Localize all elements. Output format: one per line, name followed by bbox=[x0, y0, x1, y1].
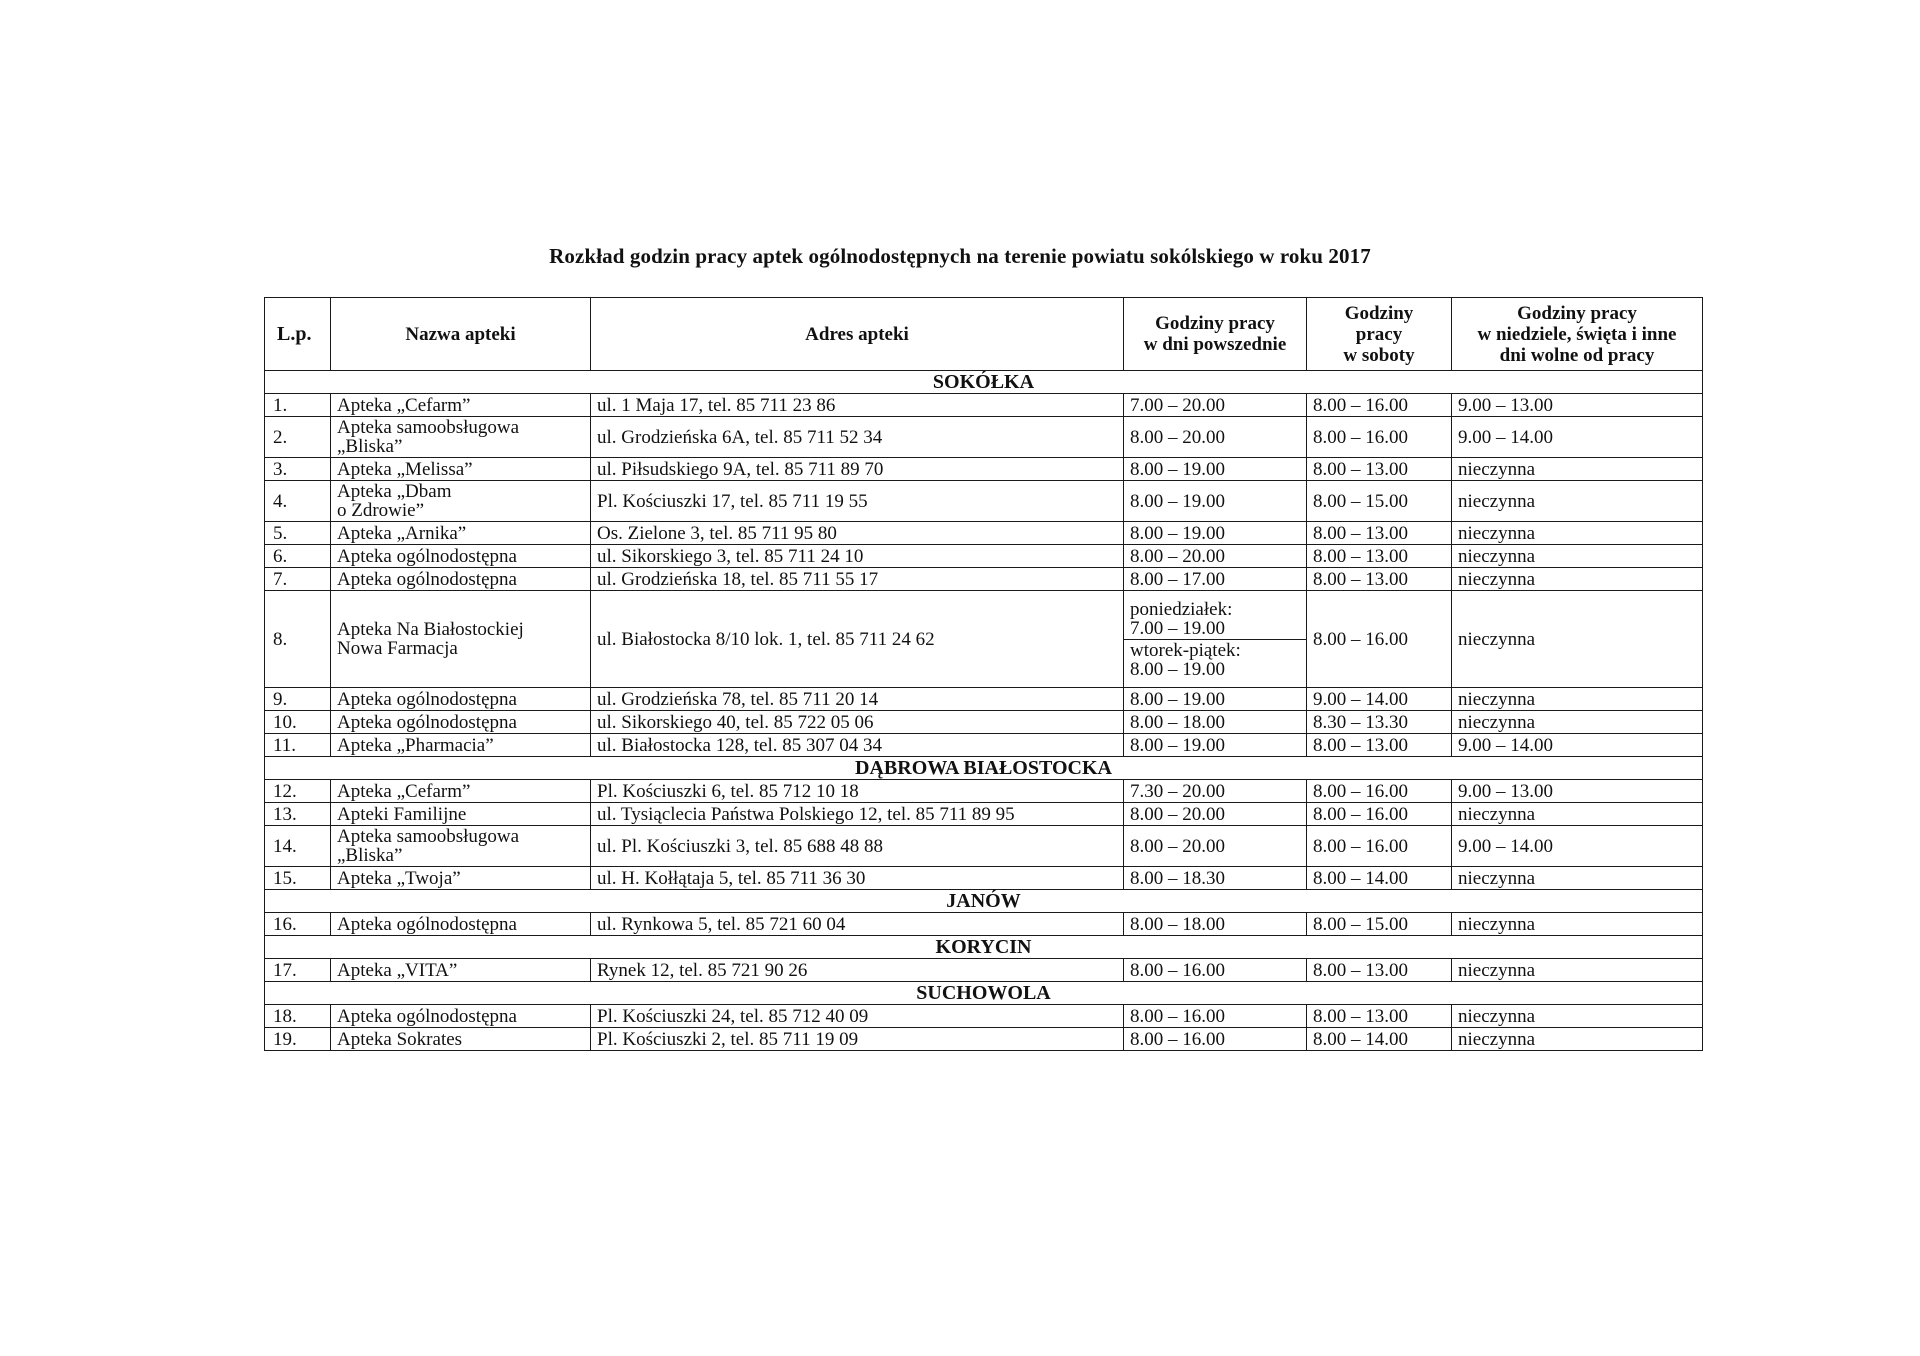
table-row bbox=[265, 803, 1703, 826]
table-row bbox=[265, 780, 1703, 803]
group-row bbox=[265, 757, 1703, 780]
table-row bbox=[265, 458, 1703, 481]
cell-saturday-hours: 8.00 – 14.00 bbox=[1307, 1028, 1452, 1051]
pharmacy-name-line2: Nowa Farmacja bbox=[337, 638, 458, 659]
table-row bbox=[265, 688, 1703, 711]
cell-address: ul. Piłsudskiego 9A, tel. 85 711 89 70 bbox=[591, 458, 1124, 481]
cell-pharmacy-name bbox=[331, 959, 591, 982]
cell-pharmacy-name bbox=[331, 1028, 591, 1051]
cell-sunday-hours: nieczynna bbox=[1452, 481, 1703, 522]
column-header-saturday bbox=[1307, 298, 1452, 371]
cell-pharmacy-name bbox=[331, 568, 591, 591]
table-row bbox=[265, 711, 1703, 734]
column-header-weekday-line2: w dni powszednie bbox=[1143, 334, 1287, 355]
cell-weekday-hours: 8.00 – 19.00 bbox=[1124, 688, 1307, 711]
cell-saturday-hours: 9.00 – 14.00 bbox=[1307, 688, 1452, 711]
cell-saturday-hours: 8.00 – 13.00 bbox=[1307, 568, 1452, 591]
page-title: Rozkład godzin pracy aptek ogólnodostępnych na terenie powiatu sokólskiego w roku 2017 bbox=[549, 244, 1371, 268]
pharmacy-name-line2: o Zdrowie” bbox=[337, 500, 425, 521]
cell-sunday-hours: 9.00 – 13.00 bbox=[1452, 394, 1703, 417]
cell-weekday-hours: 8.00 – 20.00 bbox=[1124, 545, 1307, 568]
column-header-weekday bbox=[1124, 298, 1307, 371]
cell-address: ul. Sikorskiego 40, tel. 85 722 05 06 bbox=[591, 711, 1124, 734]
cell-weekday-hours: 8.00 – 18.00 bbox=[1124, 711, 1307, 734]
cell-address: ul. Grodzieńska 78, tel. 85 711 20 14 bbox=[591, 688, 1124, 711]
pharmacy-name-line2: „Bliska” bbox=[337, 845, 403, 866]
pharmacy-name-line1: Apteka samoobsługowa bbox=[337, 417, 520, 438]
table-row bbox=[265, 734, 1703, 757]
table-row bbox=[265, 959, 1703, 982]
pharmacy-name-line1: Apteka ogólnodostępna bbox=[337, 711, 517, 733]
cell-pharmacy-name bbox=[331, 780, 591, 803]
table-row bbox=[265, 591, 1703, 688]
column-header-sunday-line1: Godziny pracy bbox=[1517, 302, 1637, 324]
group-heading: SUCHOWOLA bbox=[265, 982, 1703, 1005]
cell-lp: 15. bbox=[265, 867, 331, 890]
cell-weekday-hours: 8.00 – 16.00 bbox=[1124, 1028, 1307, 1051]
cell-weekday-hours: 8.00 – 16.00 bbox=[1124, 1005, 1307, 1028]
cell-saturday-hours: 8.00 – 16.00 bbox=[1307, 591, 1452, 688]
column-header-saturday-line2: pracy bbox=[1355, 323, 1403, 345]
group-row bbox=[265, 371, 1703, 394]
table-row bbox=[265, 826, 1703, 867]
cell-address: ul. 1 Maja 17, tel. 85 711 23 86 bbox=[591, 394, 1124, 417]
cell-saturday-hours: 8.00 – 13.00 bbox=[1307, 734, 1452, 757]
pharmacy-name-line1: Apteka „Arnika” bbox=[337, 522, 467, 544]
cell-pharmacy-name bbox=[331, 734, 591, 757]
table-row bbox=[265, 1028, 1703, 1051]
cell-lp: 14. bbox=[265, 826, 331, 867]
cell-pharmacy-name bbox=[331, 711, 591, 734]
cell-saturday-hours: 8.00 – 14.00 bbox=[1307, 867, 1452, 890]
pharmacy-schedule-table bbox=[264, 297, 1703, 1051]
cell-lp: 9. bbox=[265, 688, 331, 711]
cell-pharmacy-name bbox=[331, 394, 591, 417]
group-heading: JANÓW bbox=[265, 890, 1703, 913]
cell-saturday-hours: 8.00 – 13.00 bbox=[1307, 458, 1452, 481]
weekday-split-monday bbox=[1130, 599, 1300, 639]
cell-address: ul. Białostocka 8/10 lok. 1, tel. 85 711 24 62 bbox=[591, 591, 1124, 688]
weekday-split-tue-fri bbox=[1124, 639, 1306, 680]
cell-lp: 19. bbox=[265, 1028, 331, 1051]
column-header-saturday-line1: Godziny bbox=[1344, 302, 1414, 324]
group-heading: KORYCIN bbox=[265, 936, 1703, 959]
cell-sunday-hours: nieczynna bbox=[1452, 688, 1703, 711]
column-header-lp: L.p. bbox=[265, 298, 331, 371]
group-row bbox=[265, 890, 1703, 913]
pharmacy-name-line1: Apteka „Twoja” bbox=[337, 867, 461, 889]
cell-saturday-hours: 8.00 – 16.00 bbox=[1307, 394, 1452, 417]
cell-saturday-hours: 8.00 – 13.00 bbox=[1307, 959, 1452, 982]
weekday-split-tue-fri-hours: 8.00 – 19.00 bbox=[1130, 658, 1225, 680]
cell-sunday-hours: 9.00 – 13.00 bbox=[1452, 780, 1703, 803]
table-body bbox=[265, 371, 1703, 1051]
cell-address: ul. Tysiąclecia Państwa Polskiego 12, tel. 85 711 89 95 bbox=[591, 803, 1124, 826]
cell-lp: 10. bbox=[265, 711, 331, 734]
cell-address: ul. Pl. Kościuszki 3, tel. 85 688 48 88 bbox=[591, 826, 1124, 867]
group-row bbox=[265, 936, 1703, 959]
cell-weekday-hours: 8.00 – 18.00 bbox=[1124, 913, 1307, 936]
cell-lp: 8. bbox=[265, 591, 331, 688]
cell-lp: 12. bbox=[265, 780, 331, 803]
table-row bbox=[265, 1005, 1703, 1028]
cell-weekday-hours: 8.00 – 19.00 bbox=[1124, 734, 1307, 757]
cell-sunday-hours: nieczynna bbox=[1452, 803, 1703, 826]
pharmacy-name-line1: Apteka „Pharmacia” bbox=[337, 734, 494, 756]
cell-weekday-hours: 8.00 – 20.00 bbox=[1124, 417, 1307, 458]
column-header-sunday-line3: dni wolne od pracy bbox=[1499, 344, 1655, 366]
cell-lp: 1. bbox=[265, 394, 331, 417]
cell-weekday-hours: 8.00 – 19.00 bbox=[1124, 481, 1307, 522]
pharmacy-name-line1: Apteka ogólnodostępna bbox=[337, 545, 517, 567]
pharmacy-name-line1: Apteka Na Białostockiej bbox=[337, 619, 524, 640]
cell-lp: 6. bbox=[265, 545, 331, 568]
pharmacy-name-line2: „Bliska” bbox=[337, 436, 403, 457]
cell-sunday-hours: nieczynna bbox=[1452, 568, 1703, 591]
cell-sunday-hours: nieczynna bbox=[1452, 458, 1703, 481]
cell-saturday-hours: 8.00 – 13.00 bbox=[1307, 522, 1452, 545]
cell-sunday-hours: nieczynna bbox=[1452, 959, 1703, 982]
group-heading: DĄBROWA BIAŁOSTOCKA bbox=[265, 757, 1703, 780]
cell-weekday-hours: 8.00 – 18.30 bbox=[1124, 867, 1307, 890]
pharmacy-name-line1: Apteka samoobsługowa bbox=[337, 826, 520, 847]
cell-pharmacy-name bbox=[331, 826, 591, 867]
cell-address: ul. Grodzieńska 6A, tel. 85 711 52 34 bbox=[591, 417, 1124, 458]
pharmacy-name-line1: Apteka „Melissa” bbox=[337, 458, 473, 480]
cell-lp: 16. bbox=[265, 913, 331, 936]
cell-weekday-hours: 8.00 – 19.00 bbox=[1124, 522, 1307, 545]
pharmacy-name-line1: Apteki Familijne bbox=[337, 803, 467, 825]
table-row bbox=[265, 481, 1703, 522]
table-row bbox=[265, 545, 1703, 568]
cell-sunday-hours: nieczynna bbox=[1452, 545, 1703, 568]
cell-address: Pl. Kościuszki 24, tel. 85 712 40 09 bbox=[591, 1005, 1124, 1028]
cell-address: Pl. Kościuszki 6, tel. 85 712 10 18 bbox=[591, 780, 1124, 803]
cell-saturday-hours: 8.00 – 16.00 bbox=[1307, 803, 1452, 826]
cell-saturday-hours: 8.00 – 16.00 bbox=[1307, 826, 1452, 867]
cell-pharmacy-name bbox=[331, 803, 591, 826]
column-header-address: Adres apteki bbox=[591, 298, 1124, 371]
column-header-sunday-line2: w niedziele, święta i inne bbox=[1477, 323, 1677, 345]
cell-sunday-hours: nieczynna bbox=[1452, 913, 1703, 936]
cell-lp: 2. bbox=[265, 417, 331, 458]
cell-pharmacy-name bbox=[331, 913, 591, 936]
cell-weekday-hours: 7.00 – 20.00 bbox=[1124, 394, 1307, 417]
cell-weekday-hours bbox=[1124, 591, 1307, 688]
cell-sunday-hours: 9.00 – 14.00 bbox=[1452, 734, 1703, 757]
cell-saturday-hours: 8.00 – 13.00 bbox=[1307, 1005, 1452, 1028]
cell-saturday-hours: 8.00 – 16.00 bbox=[1307, 780, 1452, 803]
table-row bbox=[265, 568, 1703, 591]
cell-sunday-hours: nieczynna bbox=[1452, 1028, 1703, 1051]
pharmacy-name-line1: Apteka ogólnodostępna bbox=[337, 913, 517, 935]
cell-weekday-hours: 8.00 – 19.00 bbox=[1124, 458, 1307, 481]
cell-saturday-hours: 8.00 – 16.00 bbox=[1307, 417, 1452, 458]
cell-saturday-hours: 8.00 – 13.00 bbox=[1307, 545, 1452, 568]
cell-pharmacy-name bbox=[331, 1005, 591, 1028]
cell-sunday-hours: nieczynna bbox=[1452, 1005, 1703, 1028]
cell-weekday-hours: 8.00 – 20.00 bbox=[1124, 803, 1307, 826]
cell-pharmacy-name bbox=[331, 481, 591, 522]
cell-pharmacy-name bbox=[331, 688, 591, 711]
weekday-split-monday-hours: 7.00 – 19.00 bbox=[1130, 617, 1225, 639]
cell-sunday-hours: nieczynna bbox=[1452, 867, 1703, 890]
cell-pharmacy-name bbox=[331, 458, 591, 481]
pharmacy-name-line1: Apteka „Cefarm” bbox=[337, 780, 471, 802]
cell-pharmacy-name bbox=[331, 867, 591, 890]
column-header-name: Nazwa apteki bbox=[331, 298, 591, 371]
cell-lp: 13. bbox=[265, 803, 331, 826]
weekday-split-monday-label: poniedziałek: bbox=[1130, 598, 1233, 620]
cell-sunday-hours: nieczynna bbox=[1452, 591, 1703, 688]
cell-sunday-hours: nieczynna bbox=[1452, 711, 1703, 734]
cell-weekday-hours: 8.00 – 20.00 bbox=[1124, 826, 1307, 867]
pharmacy-name-line1: Apteka „Cefarm” bbox=[337, 394, 471, 416]
cell-pharmacy-name bbox=[331, 417, 591, 458]
table-row bbox=[265, 913, 1703, 936]
cell-lp: 7. bbox=[265, 568, 331, 591]
cell-lp: 3. bbox=[265, 458, 331, 481]
column-header-weekday-line1: Godziny pracy bbox=[1155, 313, 1275, 334]
table-row bbox=[265, 417, 1703, 458]
table-row bbox=[265, 867, 1703, 890]
cell-address: Pl. Kościuszki 2, tel. 85 711 19 09 bbox=[591, 1028, 1124, 1051]
cell-pharmacy-name bbox=[331, 522, 591, 545]
table-row bbox=[265, 394, 1703, 417]
cell-address: ul. Rynkowa 5, tel. 85 721 60 04 bbox=[591, 913, 1124, 936]
cell-pharmacy-name bbox=[331, 591, 591, 688]
pharmacy-name-line1: Apteka ogólnodostępna bbox=[337, 688, 517, 710]
column-header-sunday bbox=[1452, 298, 1703, 371]
table-row bbox=[265, 522, 1703, 545]
cell-weekday-hours: 7.30 – 20.00 bbox=[1124, 780, 1307, 803]
column-header-saturday-line3: w soboty bbox=[1343, 344, 1415, 366]
cell-sunday-hours: 9.00 – 14.00 bbox=[1452, 417, 1703, 458]
cell-lp: 17. bbox=[265, 959, 331, 982]
cell-address: ul. H. Kołłątaja 5, tel. 85 711 36 30 bbox=[591, 867, 1124, 890]
cell-address: Rynek 12, tel. 85 721 90 26 bbox=[591, 959, 1124, 982]
pharmacy-name-line1: Apteka „Dbam bbox=[337, 481, 452, 502]
cell-address: ul. Białostocka 128, tel. 85 307 04 34 bbox=[591, 734, 1124, 757]
cell-pharmacy-name bbox=[331, 545, 591, 568]
table-header-row bbox=[265, 298, 1703, 371]
group-heading: SOKÓŁKA bbox=[265, 371, 1703, 394]
cell-address: ul. Grodzieńska 18, tel. 85 711 55 17 bbox=[591, 568, 1124, 591]
cell-lp: 4. bbox=[265, 481, 331, 522]
cell-saturday-hours: 8.30 – 13.30 bbox=[1307, 711, 1452, 734]
cell-address: ul. Sikorskiego 3, tel. 85 711 24 10 bbox=[591, 545, 1124, 568]
cell-weekday-hours: 8.00 – 17.00 bbox=[1124, 568, 1307, 591]
cell-sunday-hours: 9.00 – 14.00 bbox=[1452, 826, 1703, 867]
pharmacy-name-line1: Apteka Sokrates bbox=[337, 1028, 463, 1050]
cell-lp: 5. bbox=[265, 522, 331, 545]
pharmacy-name-line1: Apteka „VITA” bbox=[337, 959, 458, 981]
pharmacy-name-line1: Apteka ogólnodostępna bbox=[337, 1005, 517, 1027]
weekday-split-tue-fri-label: wtorek-piątek: bbox=[1130, 639, 1241, 661]
cell-weekday-hours: 8.00 – 16.00 bbox=[1124, 959, 1307, 982]
cell-saturday-hours: 8.00 – 15.00 bbox=[1307, 481, 1452, 522]
cell-address: Pl. Kościuszki 17, tel. 85 711 19 55 bbox=[591, 481, 1124, 522]
weekday-hours-split bbox=[1130, 599, 1300, 680]
group-row bbox=[265, 982, 1703, 1005]
cell-lp: 11. bbox=[265, 734, 331, 757]
cell-address: Os. Zielone 3, tel. 85 711 95 80 bbox=[591, 522, 1124, 545]
cell-saturday-hours: 8.00 – 15.00 bbox=[1307, 913, 1452, 936]
cell-sunday-hours: nieczynna bbox=[1452, 522, 1703, 545]
cell-lp: 18. bbox=[265, 1005, 331, 1028]
pharmacy-name-line1: Apteka ogólnodostępna bbox=[337, 568, 517, 590]
